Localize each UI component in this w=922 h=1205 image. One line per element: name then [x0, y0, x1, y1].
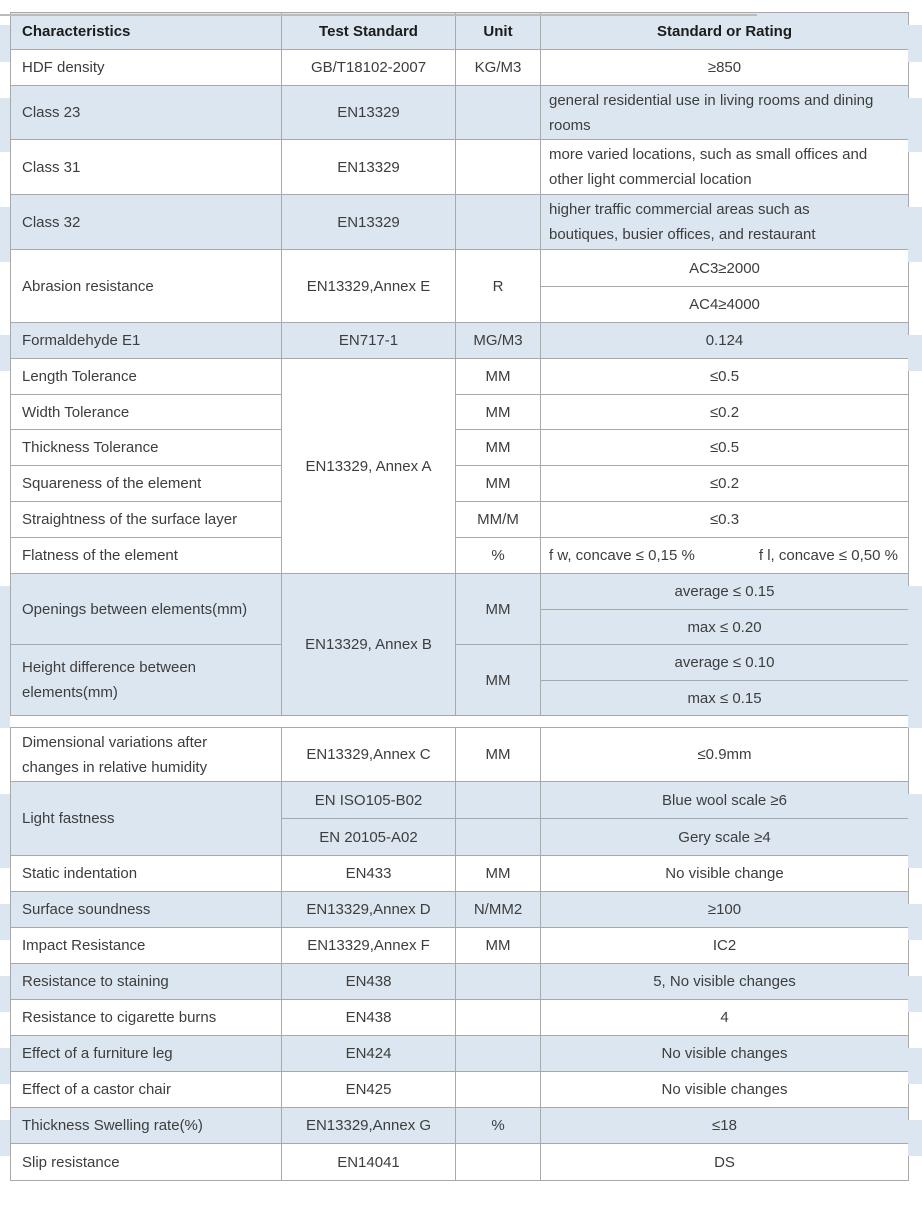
unit-cell: MM	[456, 728, 541, 782]
row-thickness-swelling	[11, 1108, 909, 1144]
unit-cell-empty	[456, 86, 541, 140]
test-standard-cell-merged: EN13329, Annex A	[282, 359, 456, 574]
test-standard-cell: EN 20105-A02	[282, 819, 456, 856]
characteristic-cell: Effect of a furniture leg	[11, 1036, 282, 1072]
test-standard-cell: EN13329,Annex C	[282, 728, 456, 782]
row-flatness	[11, 538, 909, 574]
characteristic-cell: Class 31	[11, 140, 282, 195]
row-class-32	[11, 195, 909, 250]
test-standard-cell-merged: EN13329, Annex B	[282, 574, 456, 716]
unit-cell-empty	[456, 1144, 541, 1181]
spec-table-upper	[10, 12, 909, 716]
row-resistance-to-staining	[11, 964, 909, 1000]
characteristic-cell: Effect of a castor chair	[11, 1072, 282, 1108]
header-row	[11, 13, 909, 50]
rating-cell: 0.124	[541, 323, 909, 359]
unit-cell: MM	[456, 928, 541, 964]
characteristic-cell: Impact Resistance	[11, 928, 282, 964]
test-standard-cell: EN13329,Annex D	[282, 892, 456, 928]
unit-cell: MM	[456, 574, 541, 645]
characteristic-cell: Slip resistance	[11, 1144, 282, 1181]
row-static-indentation	[11, 856, 909, 892]
unit-cell: MG/M3	[456, 323, 541, 359]
rating-cell: No visible change	[541, 856, 909, 892]
row-hdf-density	[11, 50, 909, 86]
row-impact-resistance	[11, 928, 909, 964]
rating-cell: ≤0.9mm	[541, 728, 909, 782]
rating-cell: max ≤ 0.20	[541, 610, 909, 645]
unit-cell: MM	[456, 645, 541, 716]
characteristic-cell: Width Tolerance	[11, 395, 282, 430]
unit-cell: MM	[456, 395, 541, 430]
rating-cell: No visible changes	[541, 1036, 909, 1072]
characteristic-cell: Squareness of the element	[11, 466, 282, 502]
test-standard-cell: EN14041	[282, 1144, 456, 1181]
unit-cell: KG/M3	[456, 50, 541, 86]
row-height-difference-1	[11, 645, 909, 681]
rating-cell: Gery scale ≥4	[541, 819, 909, 856]
characteristic-cell: Light fastness	[11, 782, 282, 856]
row-castor-chair	[11, 1072, 909, 1108]
rating-cell: 4	[541, 1000, 909, 1036]
row-thickness-tolerance	[11, 430, 909, 466]
unit-cell: R	[456, 250, 541, 323]
rating-cell: ≤0.5	[541, 359, 909, 395]
left-bleed-rail	[0, 12, 10, 1205]
unit-cell-empty	[456, 140, 541, 195]
unit-cell-empty	[456, 819, 541, 856]
rating-cell: 5, No visible changes	[541, 964, 909, 1000]
unit-cell-empty	[456, 1000, 541, 1036]
row-class-23	[11, 86, 909, 140]
rating-cell: ≥850	[541, 50, 909, 86]
rating-cell: ≥100	[541, 892, 909, 928]
characteristic-cell: HDF density	[11, 50, 282, 86]
top-crop-artifact-line	[0, 14, 757, 16]
rating-cell: AC4≥4000	[541, 287, 909, 323]
characteristic-cell: Resistance to cigarette burns	[11, 1000, 282, 1036]
test-standard-cell: EN13329	[282, 86, 456, 140]
row-straightness	[11, 502, 909, 538]
test-standard-cell: EN438	[282, 1000, 456, 1036]
test-standard-cell: EN13329	[282, 140, 456, 195]
right-bleed-rail	[908, 12, 922, 1205]
rating-cell: AC3≥2000	[541, 250, 909, 287]
test-standard-cell: EN717-1	[282, 323, 456, 359]
test-standard-cell: EN13329,Annex F	[282, 928, 456, 964]
flatness-width-value: f w, concave ≤ 0,15 %	[549, 547, 695, 564]
rating-cell: higher traffic commercial areas such as boutiques, busier offices, and restaurant	[541, 195, 909, 250]
rating-cell: DS	[541, 1144, 909, 1181]
unit-cell-empty	[456, 1072, 541, 1108]
row-openings-1	[11, 574, 909, 610]
spec-table-lower	[10, 727, 909, 1181]
test-standard-cell: GB/T18102-2007	[282, 50, 456, 86]
rating-cell: No visible changes	[541, 1072, 909, 1108]
characteristic-cell: Formaldehyde E1	[11, 323, 282, 359]
test-standard-cell: EN433	[282, 856, 456, 892]
row-slip-resistance	[11, 1144, 909, 1181]
characteristic-cell: Class 32	[11, 195, 282, 250]
rating-cell: Blue wool scale ≥6	[541, 782, 909, 819]
characteristic-cell: Length Tolerance	[11, 359, 282, 395]
rating-cell: ≤0.2	[541, 466, 909, 502]
row-light-fastness-1	[11, 782, 909, 819]
rating-cell: general residential use in living rooms and dining rooms	[541, 86, 909, 140]
characteristic-cell: Abrasion resistance	[11, 250, 282, 323]
row-cigarette-burns	[11, 1000, 909, 1036]
unit-cell-empty	[456, 782, 541, 819]
unit-cell-empty	[456, 1036, 541, 1072]
rating-cell: average ≤ 0.10	[541, 645, 909, 681]
test-standard-cell: EN424	[282, 1036, 456, 1072]
unit-cell: MM/M	[456, 502, 541, 538]
test-standard-cell: EN438	[282, 964, 456, 1000]
unit-cell: MM	[456, 430, 541, 466]
unit-cell: %	[456, 538, 541, 574]
test-standard-cell: EN ISO105-B02	[282, 782, 456, 819]
characteristic-cell: Static indentation	[11, 856, 282, 892]
col-header-characteristics: Characteristics	[11, 13, 282, 50]
row-furniture-leg	[11, 1036, 909, 1072]
rating-cell: more varied locations, such as small offices and other light commercial location	[541, 140, 909, 195]
characteristic-cell: Thickness Tolerance	[11, 430, 282, 466]
row-formaldehyde-e1	[11, 323, 909, 359]
rating-cell: ≤0.3	[541, 502, 909, 538]
characteristic-cell: Thickness Swelling rate(%)	[11, 1108, 282, 1144]
test-standard-cell: EN13329,Annex G	[282, 1108, 456, 1144]
row-class-31	[11, 140, 909, 195]
characteristic-cell: Dimensional variations after changes in relative humidity	[11, 728, 282, 782]
row-abrasion-resistance-1	[11, 250, 909, 287]
characteristic-cell: Straightness of the surface layer	[11, 502, 282, 538]
test-standard-cell: EN425	[282, 1072, 456, 1108]
rating-cell: max ≤ 0.15	[541, 681, 909, 716]
test-standard-cell: EN13329	[282, 195, 456, 250]
characteristic-cell: Height difference between elements(mm)	[11, 645, 282, 716]
unit-cell: MM	[456, 856, 541, 892]
row-width-tolerance	[11, 395, 909, 430]
rating-cell: ≤0.5	[541, 430, 909, 466]
unit-cell: %	[456, 1108, 541, 1144]
rating-cell: IC2	[541, 928, 909, 964]
rating-cell: ≤18	[541, 1108, 909, 1144]
test-standard-cell: EN13329,Annex E	[282, 250, 456, 323]
col-header-unit: Unit	[456, 13, 541, 50]
unit-cell: N/MM2	[456, 892, 541, 928]
unit-cell-empty	[456, 964, 541, 1000]
characteristic-cell: Flatness of the element	[11, 538, 282, 574]
unit-cell: MM	[456, 359, 541, 395]
rating-cell	[541, 538, 909, 574]
row-surface-soundness	[11, 892, 909, 928]
row-length-tolerance	[11, 359, 909, 395]
characteristic-cell: Class 23	[11, 86, 282, 140]
rating-cell: average ≤ 0.15	[541, 574, 909, 610]
characteristic-cell: Openings between elements(mm)	[11, 574, 282, 645]
characteristic-cell: Surface soundness	[11, 892, 282, 928]
unit-cell-empty	[456, 195, 541, 250]
col-header-test-standard: Test Standard	[282, 13, 456, 50]
rating-cell: ≤0.2	[541, 395, 909, 430]
row-dimensional-variations	[11, 728, 909, 782]
unit-cell: MM	[456, 466, 541, 502]
col-header-standard-or-rating: Standard or Rating	[541, 13, 909, 50]
row-squareness	[11, 466, 909, 502]
flatness-length-value: f l, concave ≤ 0,50 %	[758, 547, 898, 564]
characteristic-cell: Resistance to staining	[11, 964, 282, 1000]
